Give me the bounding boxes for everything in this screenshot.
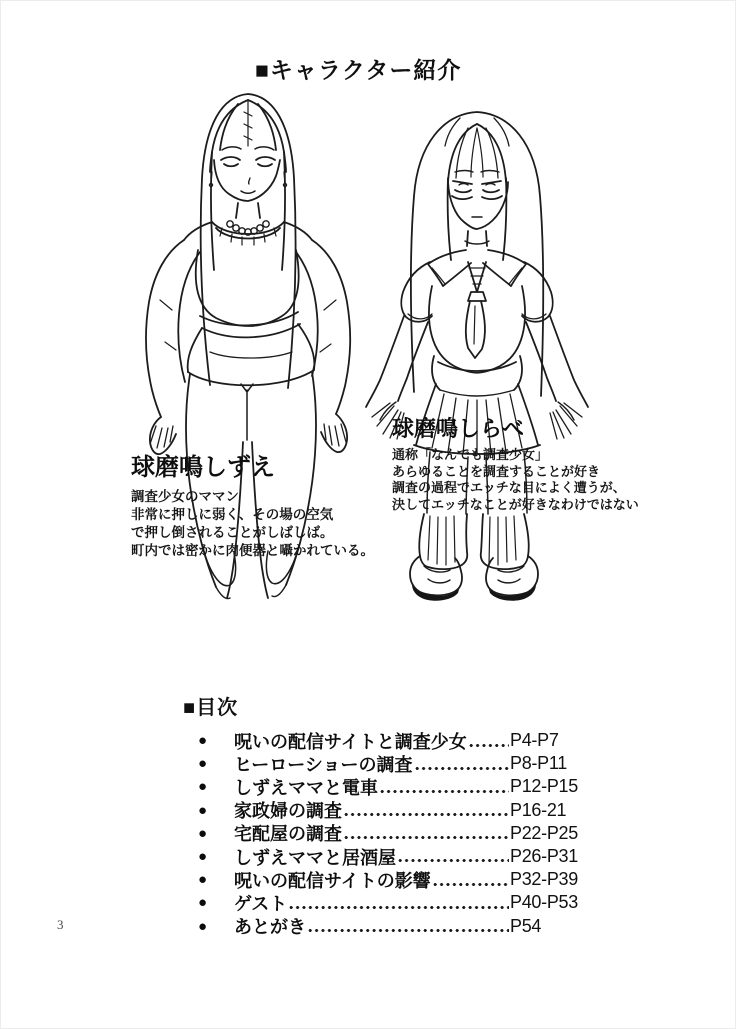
toc-item-title: しずえママと居酒屋 [234, 847, 396, 868]
description-line: 調査少女のママン [131, 489, 239, 505]
description-line: 通称「なんでも調査少女」 [392, 447, 549, 463]
dot-leader [379, 775, 509, 798]
character-description [131, 488, 374, 559]
toc-item-pages: P8-P11 [510, 753, 567, 774]
bullet-icon: ● [198, 871, 208, 889]
dot-leader [343, 799, 509, 822]
page-number: 3 [57, 917, 64, 932]
toc-item-pages: P32-P39 [510, 869, 578, 890]
page-title: ■キャラクター紹介 [255, 57, 462, 83]
toc-item-pages: P12-P15 [510, 776, 578, 797]
toc-item-title: しずえママと電車 [234, 777, 378, 798]
character-name: 球磨鳴しずえ [131, 454, 275, 481]
toc-item-pages: P26-P31 [510, 846, 578, 867]
schoolgirl-figure [366, 112, 588, 601]
toc-item-pages: P4-P7 [510, 730, 559, 751]
toc-item-pages: P22-P25 [510, 822, 578, 843]
dot-leader [432, 868, 509, 891]
bullet-icon: ● [198, 917, 208, 935]
toc-item-pages: P40-P53 [510, 892, 578, 913]
bullet-icon: ● [198, 755, 208, 773]
dot-leader [343, 822, 509, 845]
toc-row [198, 729, 610, 752]
toc-item-pages: P16-21 [510, 799, 567, 820]
character-name: 球磨鳴しらべ [392, 416, 525, 441]
toc-row [198, 845, 610, 868]
toc-row [198, 822, 610, 845]
dot-leader [414, 752, 509, 775]
toc-row [198, 775, 610, 798]
toc-row [198, 891, 610, 914]
bullet-icon: ● [198, 824, 208, 842]
toc-row [198, 799, 610, 822]
toc-item-title: ゲスト [234, 893, 288, 914]
bullet-icon: ● [198, 894, 208, 912]
dot-leader [288, 891, 509, 914]
toc-item-title: ヒーローショーの調査 [234, 754, 413, 775]
description-line: 決してエッチなことが好きなわけではない [392, 496, 639, 512]
description-line: 町内では密かに肉便器と囁かれている。 [131, 542, 374, 558]
toc-item-pages: P54 [510, 915, 542, 936]
toc-item-title: 宅配屋の調査 [234, 824, 342, 845]
bullet-icon: ● [198, 848, 208, 866]
toc-row [198, 868, 610, 891]
toc-item-title: 家政婦の調査 [234, 801, 342, 822]
dot-leader [307, 915, 509, 938]
description-line: あらゆることを調査することが好き [392, 463, 601, 479]
dot-leader [468, 729, 509, 752]
character-profile-shizue [131, 455, 374, 559]
bullet-icon: ● [198, 778, 208, 796]
toc-item-title: 呪いの配信サイトの影響 [234, 870, 431, 891]
character-description [392, 447, 639, 513]
character-profile-shirabe [392, 417, 639, 514]
toc-heading: ■目次 [183, 697, 239, 719]
bullet-icon: ● [198, 801, 208, 819]
toc-row [198, 915, 610, 938]
description-line: 非常に押しに弱く、その場の空気 [131, 507, 334, 523]
toc-item-title: あとがき [234, 917, 306, 938]
toc-item-title: 呪いの配信サイトと調査少女 [234, 731, 467, 752]
bullet-icon: ● [198, 732, 208, 750]
table-of-contents [198, 729, 610, 938]
description-line: 調査の過程でエッチな目によく遭うが、 [392, 480, 626, 496]
toc-row [198, 752, 610, 775]
dot-leader [397, 845, 509, 868]
description-line: で押し倒されることがしばしば。 [131, 524, 334, 540]
